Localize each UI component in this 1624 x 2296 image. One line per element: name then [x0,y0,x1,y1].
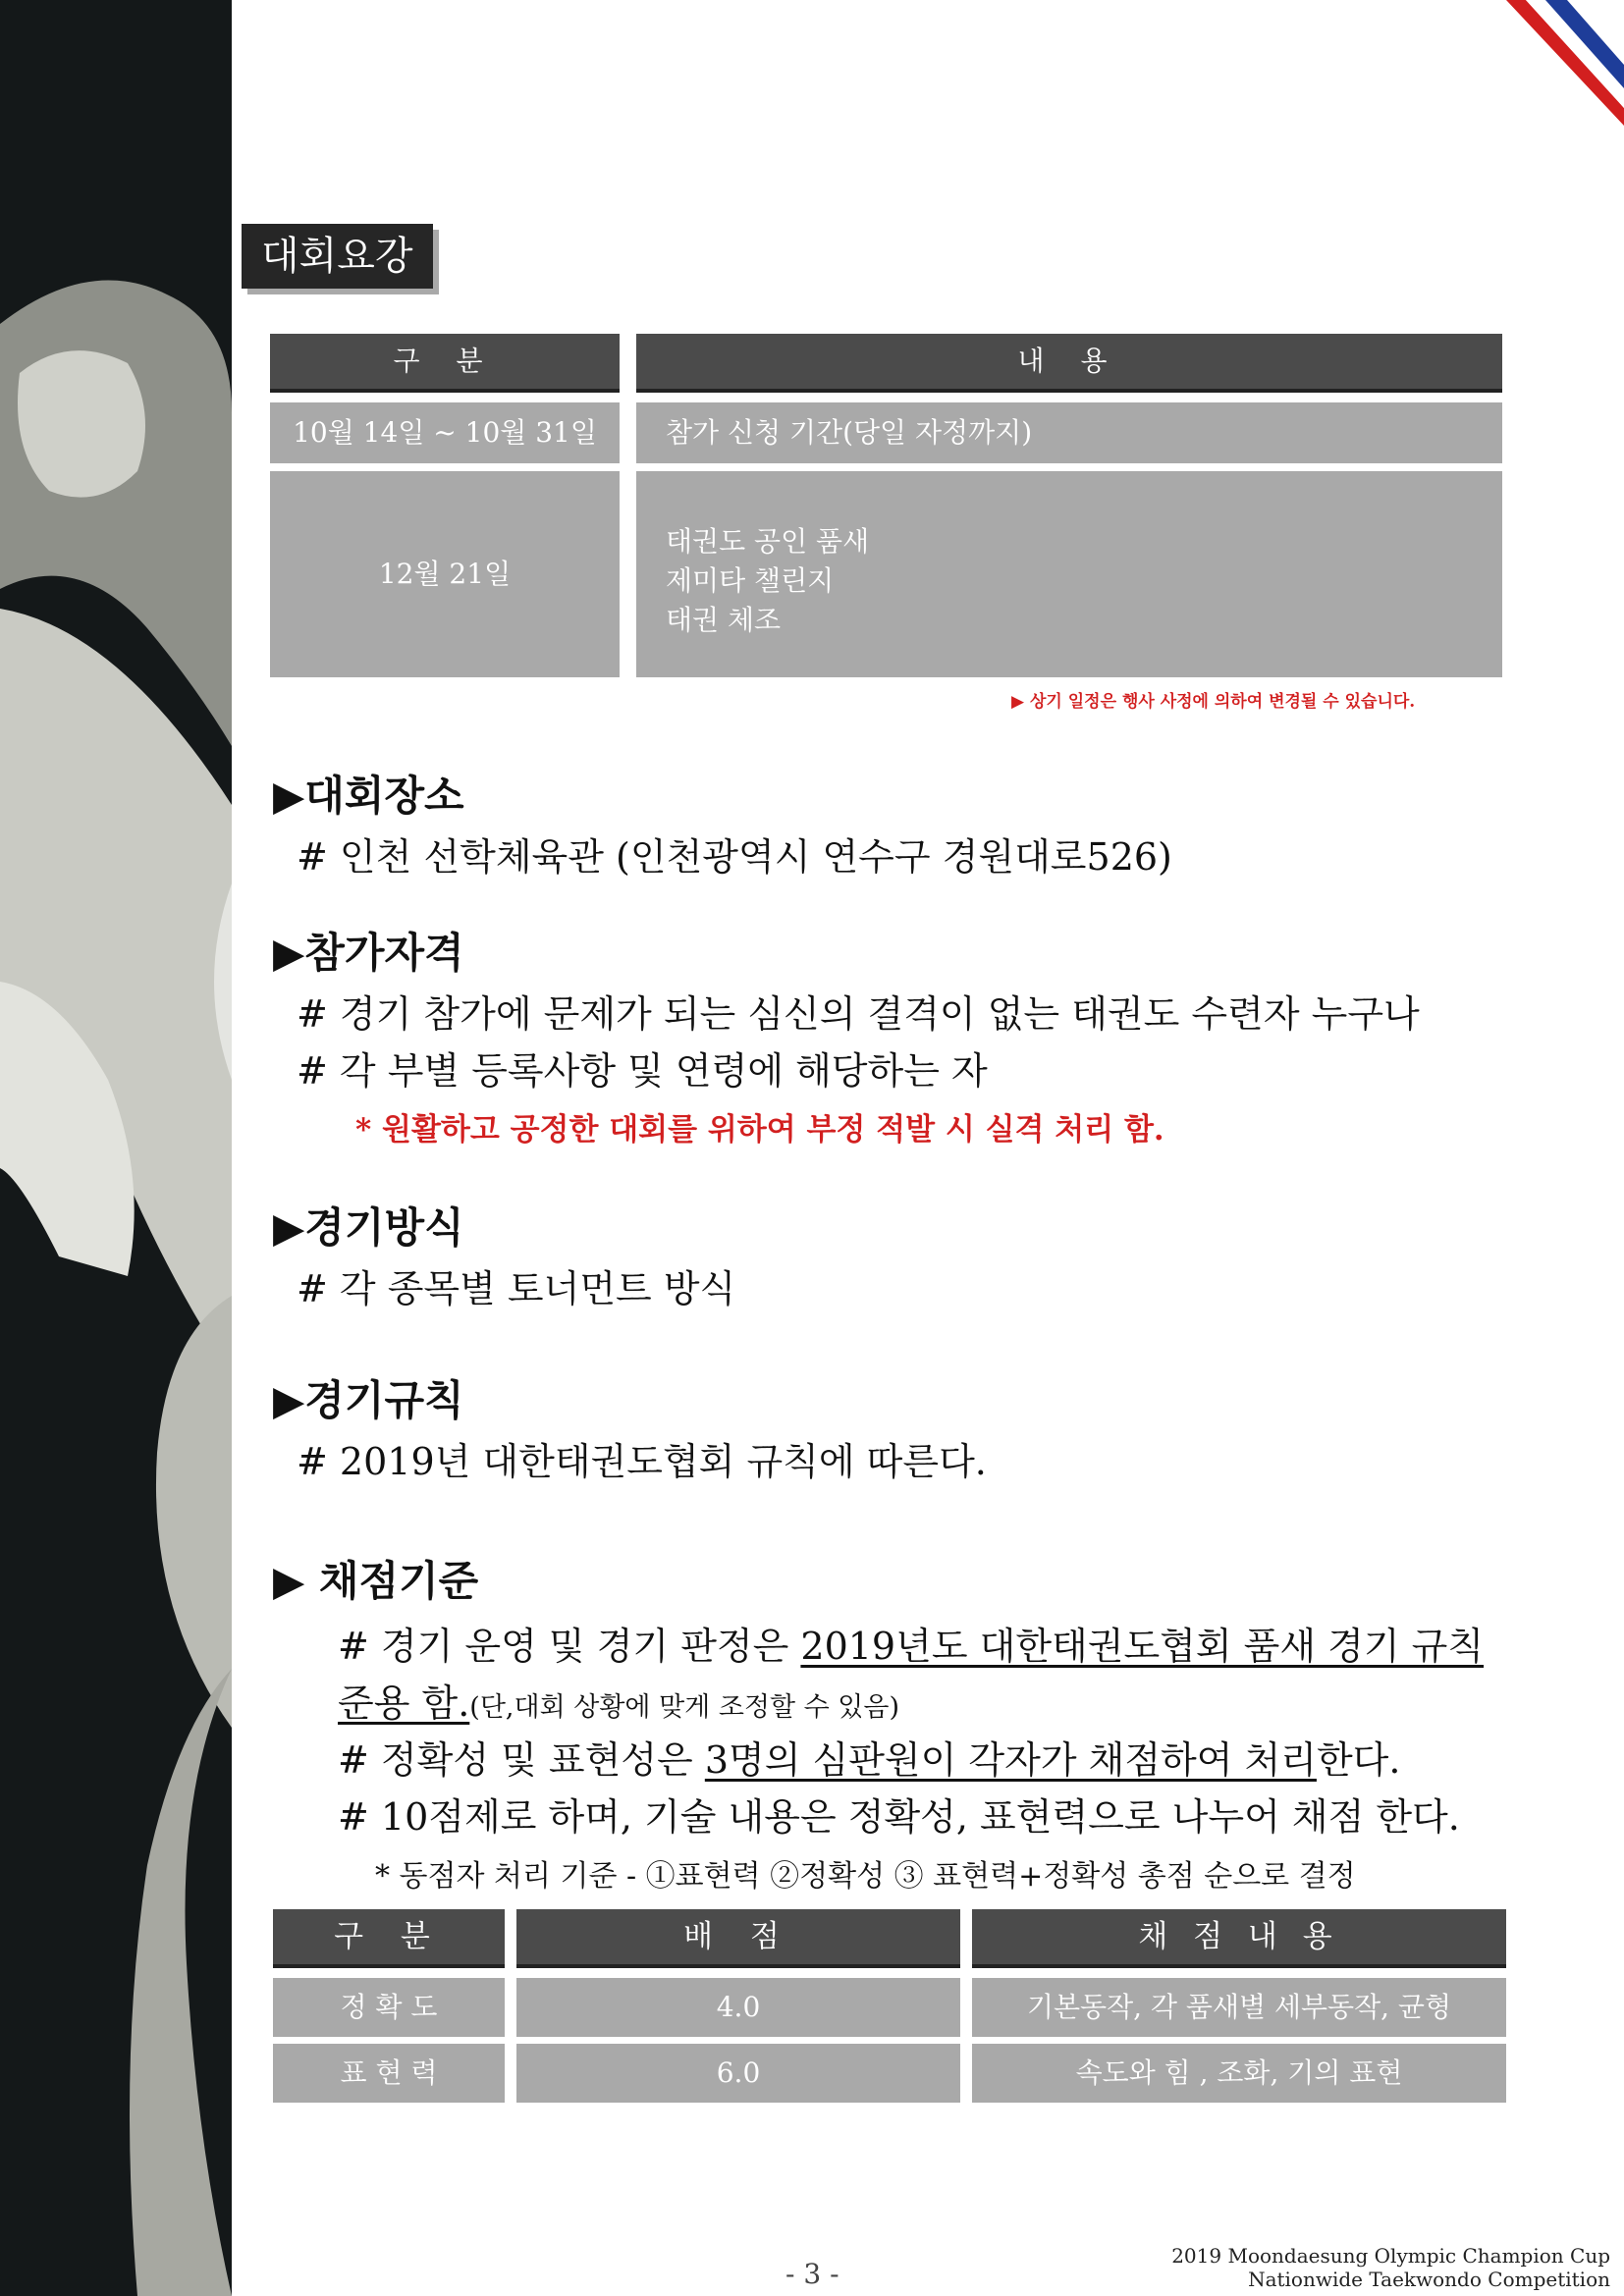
schedule-row1-content: 참가 신청 기간(당일 자정까지) [636,402,1502,463]
schedule-notice: ▶ 상기 일정은 행사 사정에 의하여 변경될 수 있습니다. [1011,692,1416,712]
scoring-judges-text: 3명의 심판원이 각자가 채점하여 처리 [704,1738,1317,1782]
schedule-item: 제미타 챌린지 [666,564,835,597]
scoring-adopt-text: 준용 함. [338,1682,470,1725]
scoring-header-points: 배 점 [516,1909,960,1968]
schedule-item: 태권 체조 [666,604,782,636]
scoring-heading: ▶ 채점기준 [273,1557,479,1605]
athlete-illustration [0,0,232,2296]
scoring-line-1-prefix: # 경기 운영 및 경기 판정은 [338,1625,801,1668]
scoring-line-2 [338,1673,899,1727]
scoring-rule-reference: 2019년도 대한태권도협회 품새 경기 규칙 [800,1625,1485,1668]
scoring-line-4: # 10점제로 하며, 기술 내용은 정확성, 표현력으로 나누어 채점 한다. [338,1795,1460,1839]
footer-competition-name: Nationwide Taekwondo Competition [1248,2268,1610,2291]
scoring-row2-category: 표 현 력 [273,2044,505,2103]
section-title: 대회요강 [242,224,433,289]
scoring-row2-points: 6.0 [516,2044,960,2103]
schedule-header-content: 내 용 [636,334,1502,393]
schedule-row2-content [636,471,1502,677]
scoring-line-3-prefix: # 정확성 및 표현성은 [338,1738,705,1782]
footer-competition [1171,2244,1610,2291]
method-heading: ▶경기방식 [273,1203,464,1252]
rules-line: # 2019년 대한태권도협회 규칙에 따른다. [297,1440,987,1483]
scoring-header-category: 구 분 [273,1909,505,1968]
scoring-row1-content: 기본동작, 각 품새별 세부동작, 균형 [972,1978,1506,2037]
schedule-header-category: 구 분 [270,334,620,393]
footer-cup-name: 2019 Moondaesung Olympic Champion Cup [1171,2244,1610,2268]
eligibility-line-2: # 각 부별 등록사항 및 연령에 해당하는 자 [297,1049,988,1093]
page-number: - 3 - [785,2258,839,2290]
eligibility-heading: ▶참가자격 [273,929,464,977]
scoring-line-1 [338,1616,1484,1670]
scoring-adjust-note: (단,대회 상황에 맞게 조정할 수 있음) [469,1692,900,1723]
scoring-line-3-suffix: 한다. [1316,1738,1401,1782]
scoring-header-content: 채 점 내 용 [972,1909,1506,1968]
tie-break-note: * 동점자 처리 기준 - ①표현력 ②정확성 ③ 표현력+정확성 총점 순으로 결정 [375,1859,1356,1894]
schedule-row1-date: 10월 14일 ~ 10월 31일 [270,402,620,463]
scoring-row1-category: 정 확 도 [273,1978,505,2037]
venue-line: # 인천 선학체육관 (인천광역시 연수구 경원대로526) [297,835,1172,879]
method-line: # 각 종목별 토너먼트 방식 [297,1267,736,1310]
scoring-line-3 [338,1730,1400,1784]
rules-heading: ▶경기규칙 [273,1376,464,1424]
venue-heading: ▶대회장소 [273,772,464,820]
eligibility-line-1: # 경기 참가에 문제가 되는 심신의 결격이 없는 태권도 수련자 누구나 [297,992,1420,1036]
eligibility-warning: * 원활하고 공정한 대회를 위하여 부정 적발 시 실격 처리 함. [355,1112,1164,1148]
scoring-row2-content: 속도와 힘 , 조화, 기의 표현 [972,2044,1506,2103]
corner-ribbon [1506,0,1624,147]
schedule-item: 태권도 공인 품새 [666,525,870,558]
scoring-row1-points: 4.0 [516,1978,960,2037]
schedule-row2-date: 12월 21일 [270,471,620,677]
